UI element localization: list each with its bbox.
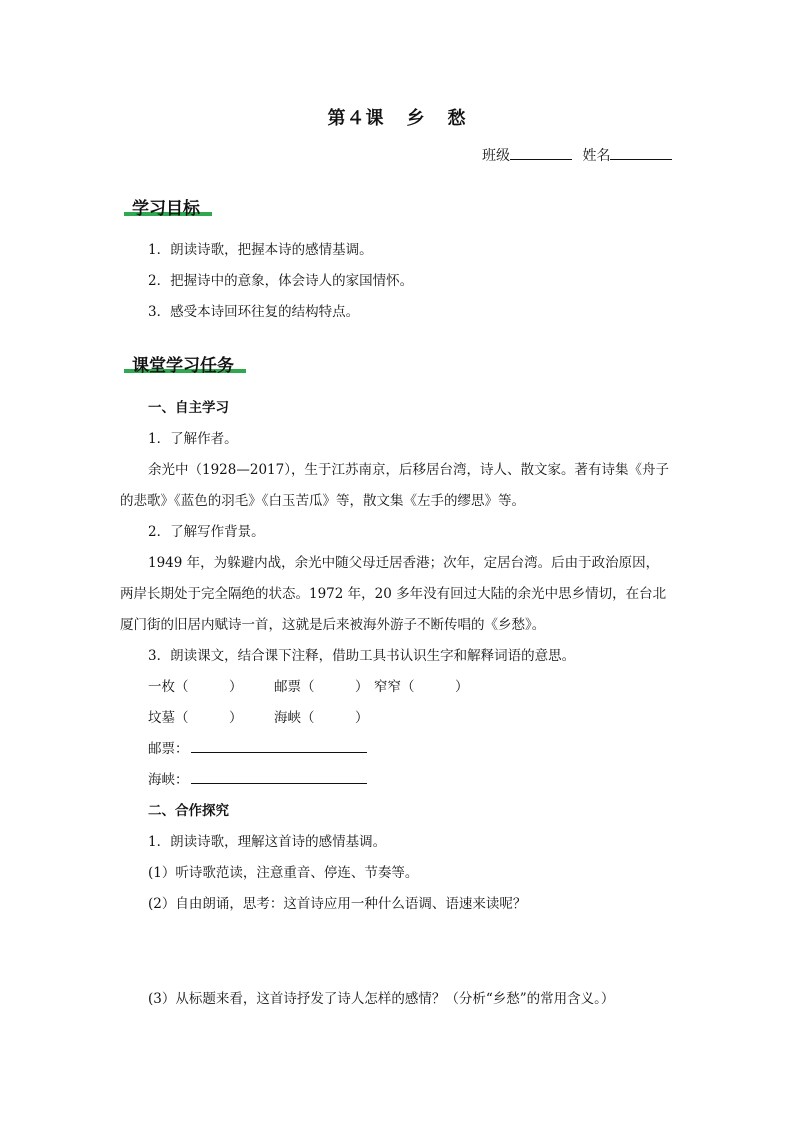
lesson-number: 第４课 [327, 108, 385, 129]
background-line-3: 厦门街的旧居内赋诗一首，这就是后来被海外游子不断传唱的《乡愁》。 [120, 617, 546, 633]
part2-sub-2: (2）自由朗诵，思考：这首诗应用一种什么语调、语速来读呢？ [148, 896, 527, 912]
author-line-1: 余光中（1928—2017），生于江苏南京，后移居台湾，诗人、散文家。著有诗集《舟子 [148, 462, 669, 478]
title-char-2: 愁 [447, 108, 467, 129]
goal-item-2: 2．把握诗中的意象，体会诗人的家国情怀。 [148, 273, 414, 289]
background-line-2: 两岸长期处于完全隔绝的状态。1972 年，20 多年没有回过大陆的余光中思乡情切，在台北 [120, 586, 667, 602]
definition-youpiao [148, 737, 367, 757]
name-label: 姓名 [582, 148, 611, 164]
section2-header: 课堂学习任务 [132, 356, 234, 376]
student-info [482, 145, 672, 165]
part1-q1: 1．了解作者。 [148, 431, 238, 447]
section1-header: 学习目标 [132, 199, 200, 219]
page-title [0, 104, 794, 130]
author-line-2: 的悲歌》《蓝色的羽毛》《白玉苦瓜》等，散文集《左手的缪思》等。 [120, 493, 525, 509]
part1-heading: 一、自主学习 [148, 400, 229, 416]
definition-haixia [148, 768, 367, 788]
part2-sub-1: (1）听诗歌范读，注意重音、停连、节奏等。 [148, 865, 419, 881]
vocab-fenmu[interactable]: 坟墓（ ） [148, 710, 243, 726]
goal-item-3: 3．感受本诗回环往复的结构特点。 [148, 304, 360, 320]
class-label: 班级 [482, 148, 510, 164]
definition-youpiao-label: 邮票： [148, 741, 189, 757]
part2-q1: 1．朗读诗歌，理解这首诗的感情基调。 [148, 834, 387, 850]
name-blank[interactable] [610, 145, 672, 160]
vocab-zhaizhai[interactable]: 窄窄（ ） [374, 679, 469, 695]
class-blank[interactable] [510, 145, 572, 160]
part1-q3: 3．朗读课文，结合课下注释，借助工具书认识生字和解释词语的意思。 [148, 648, 576, 664]
goal-item-1: 1．朗读诗歌，把握本诗的感情基调。 [148, 242, 373, 258]
vocab-youpiao[interactable]: 邮票（ ） [274, 679, 369, 695]
part1-q2: 2．了解写作背景。 [148, 524, 265, 540]
vocab-haixia[interactable]: 海峡（ ） [274, 710, 369, 726]
definition-youpiao-blank[interactable] [191, 740, 367, 753]
definition-haixia-blank[interactable] [191, 771, 367, 784]
part2-sub-3: (3）从标题来看，这首诗抒发了诗人怎样的感情？（分析“乡愁”的常用含义。） [148, 991, 615, 1007]
vocab-yimei[interactable]: 一枚（ ） [148, 679, 243, 695]
part2-heading: 二、合作探究 [148, 803, 229, 819]
title-char-1: 乡 [406, 108, 426, 129]
definition-haixia-label: 海峡： [148, 772, 189, 788]
background-line-1: 1949 年，为躲避内战，余光中随父母迁居香港；次年，定居台湾。后由于政治原因， [148, 555, 660, 571]
